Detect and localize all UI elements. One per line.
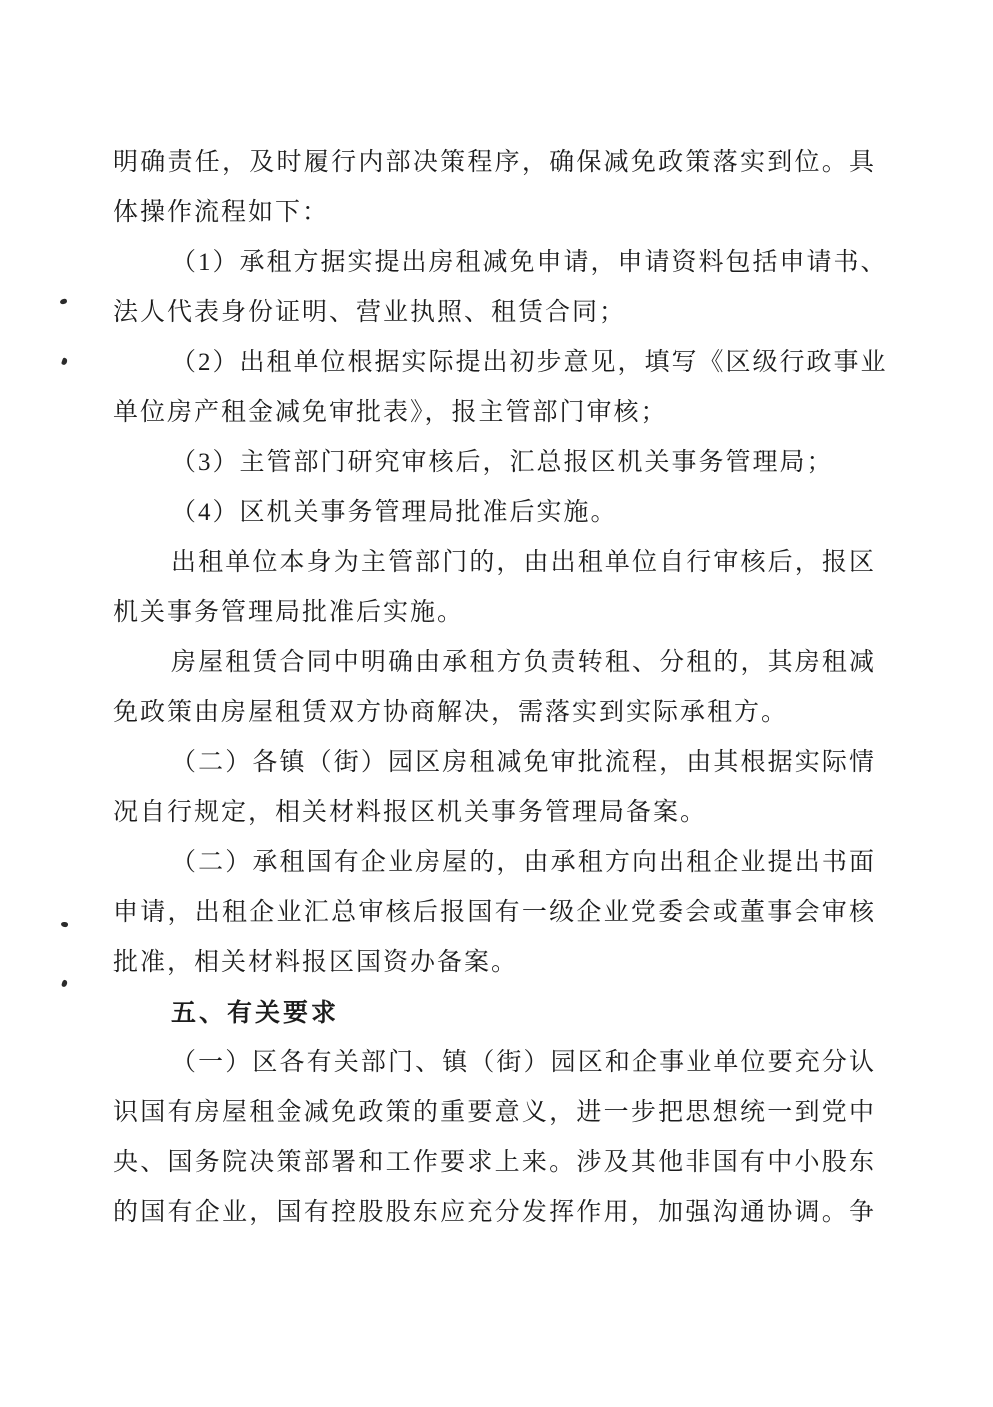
scan-speck-artifact (61, 979, 68, 987)
text-line: （一）区各有关部门、镇（街）园区和企事业单位要充分认 (171, 1049, 876, 1076)
text-line: （3）主管部门研究审核后，汇总报区机关事务管理局； (171, 449, 834, 476)
text-line: 明确责任，及时履行内部决策程序，确保减免政策落实到位。具 (113, 149, 876, 176)
text-line: 申请，出租企业汇总审核后报国有一级企业党委会或董事会审核 (113, 899, 876, 926)
document-text-block (113, 145, 888, 1245)
text-line: 房屋租赁合同中明确由承租方负责转租、分租的，其房租减 (171, 649, 876, 676)
text-line: 免政策由房屋租赁双方协商解决，需落实到实际承租方。 (113, 699, 789, 726)
text-line: 况自行规定，相关材料报区机关事务管理局备案。 (113, 799, 708, 826)
text-line: （4）区机关事务管理局批准后实施。 (171, 499, 618, 526)
text-line: 央、国务院决策部署和工作要求上来。涉及其他非国有中小股东 (113, 1149, 876, 1176)
text-line: （二）各镇（街）园区房租减免审批流程，由其根据实际情 (171, 749, 876, 776)
text-line: 批准，相关材料报区国资办备案。 (113, 949, 519, 976)
text-line: 机关事务管理局批准后实施。 (113, 599, 465, 626)
section-heading: 五、有关要求 (171, 999, 340, 1027)
scan-speck-artifact (60, 298, 68, 304)
text-line: 识国有房屋租金减免政策的重要意义，进一步把思想统一到党中 (113, 1099, 876, 1126)
text-line: 体操作流程如下： (113, 199, 330, 226)
text-line: （1）承租方据实提出房租减免申请，申请资料包括申请书、 (171, 249, 888, 276)
text-line: （二）承租国有企业房屋的，由承租方向出租企业提出书面 (171, 849, 876, 876)
scan-speck-artifact (61, 357, 68, 365)
text-line: 出租单位本身为主管部门的，由出租单位自行审核后，报区 (171, 549, 876, 576)
text-line: （2）出租单位根据实际提出初步意见，填写《区级行政事业 (171, 349, 888, 376)
text-line: 法人代表身份证明、营业执照、租赁合同； (113, 299, 627, 326)
text-line: 的国有企业，国有控股股东应充分发挥作用，加强沟通协调。争 (113, 1199, 876, 1226)
scan-speck-artifact (61, 922, 69, 928)
text-line: 单位房产租金减免审批表》，报主管部门审核； (113, 399, 668, 426)
